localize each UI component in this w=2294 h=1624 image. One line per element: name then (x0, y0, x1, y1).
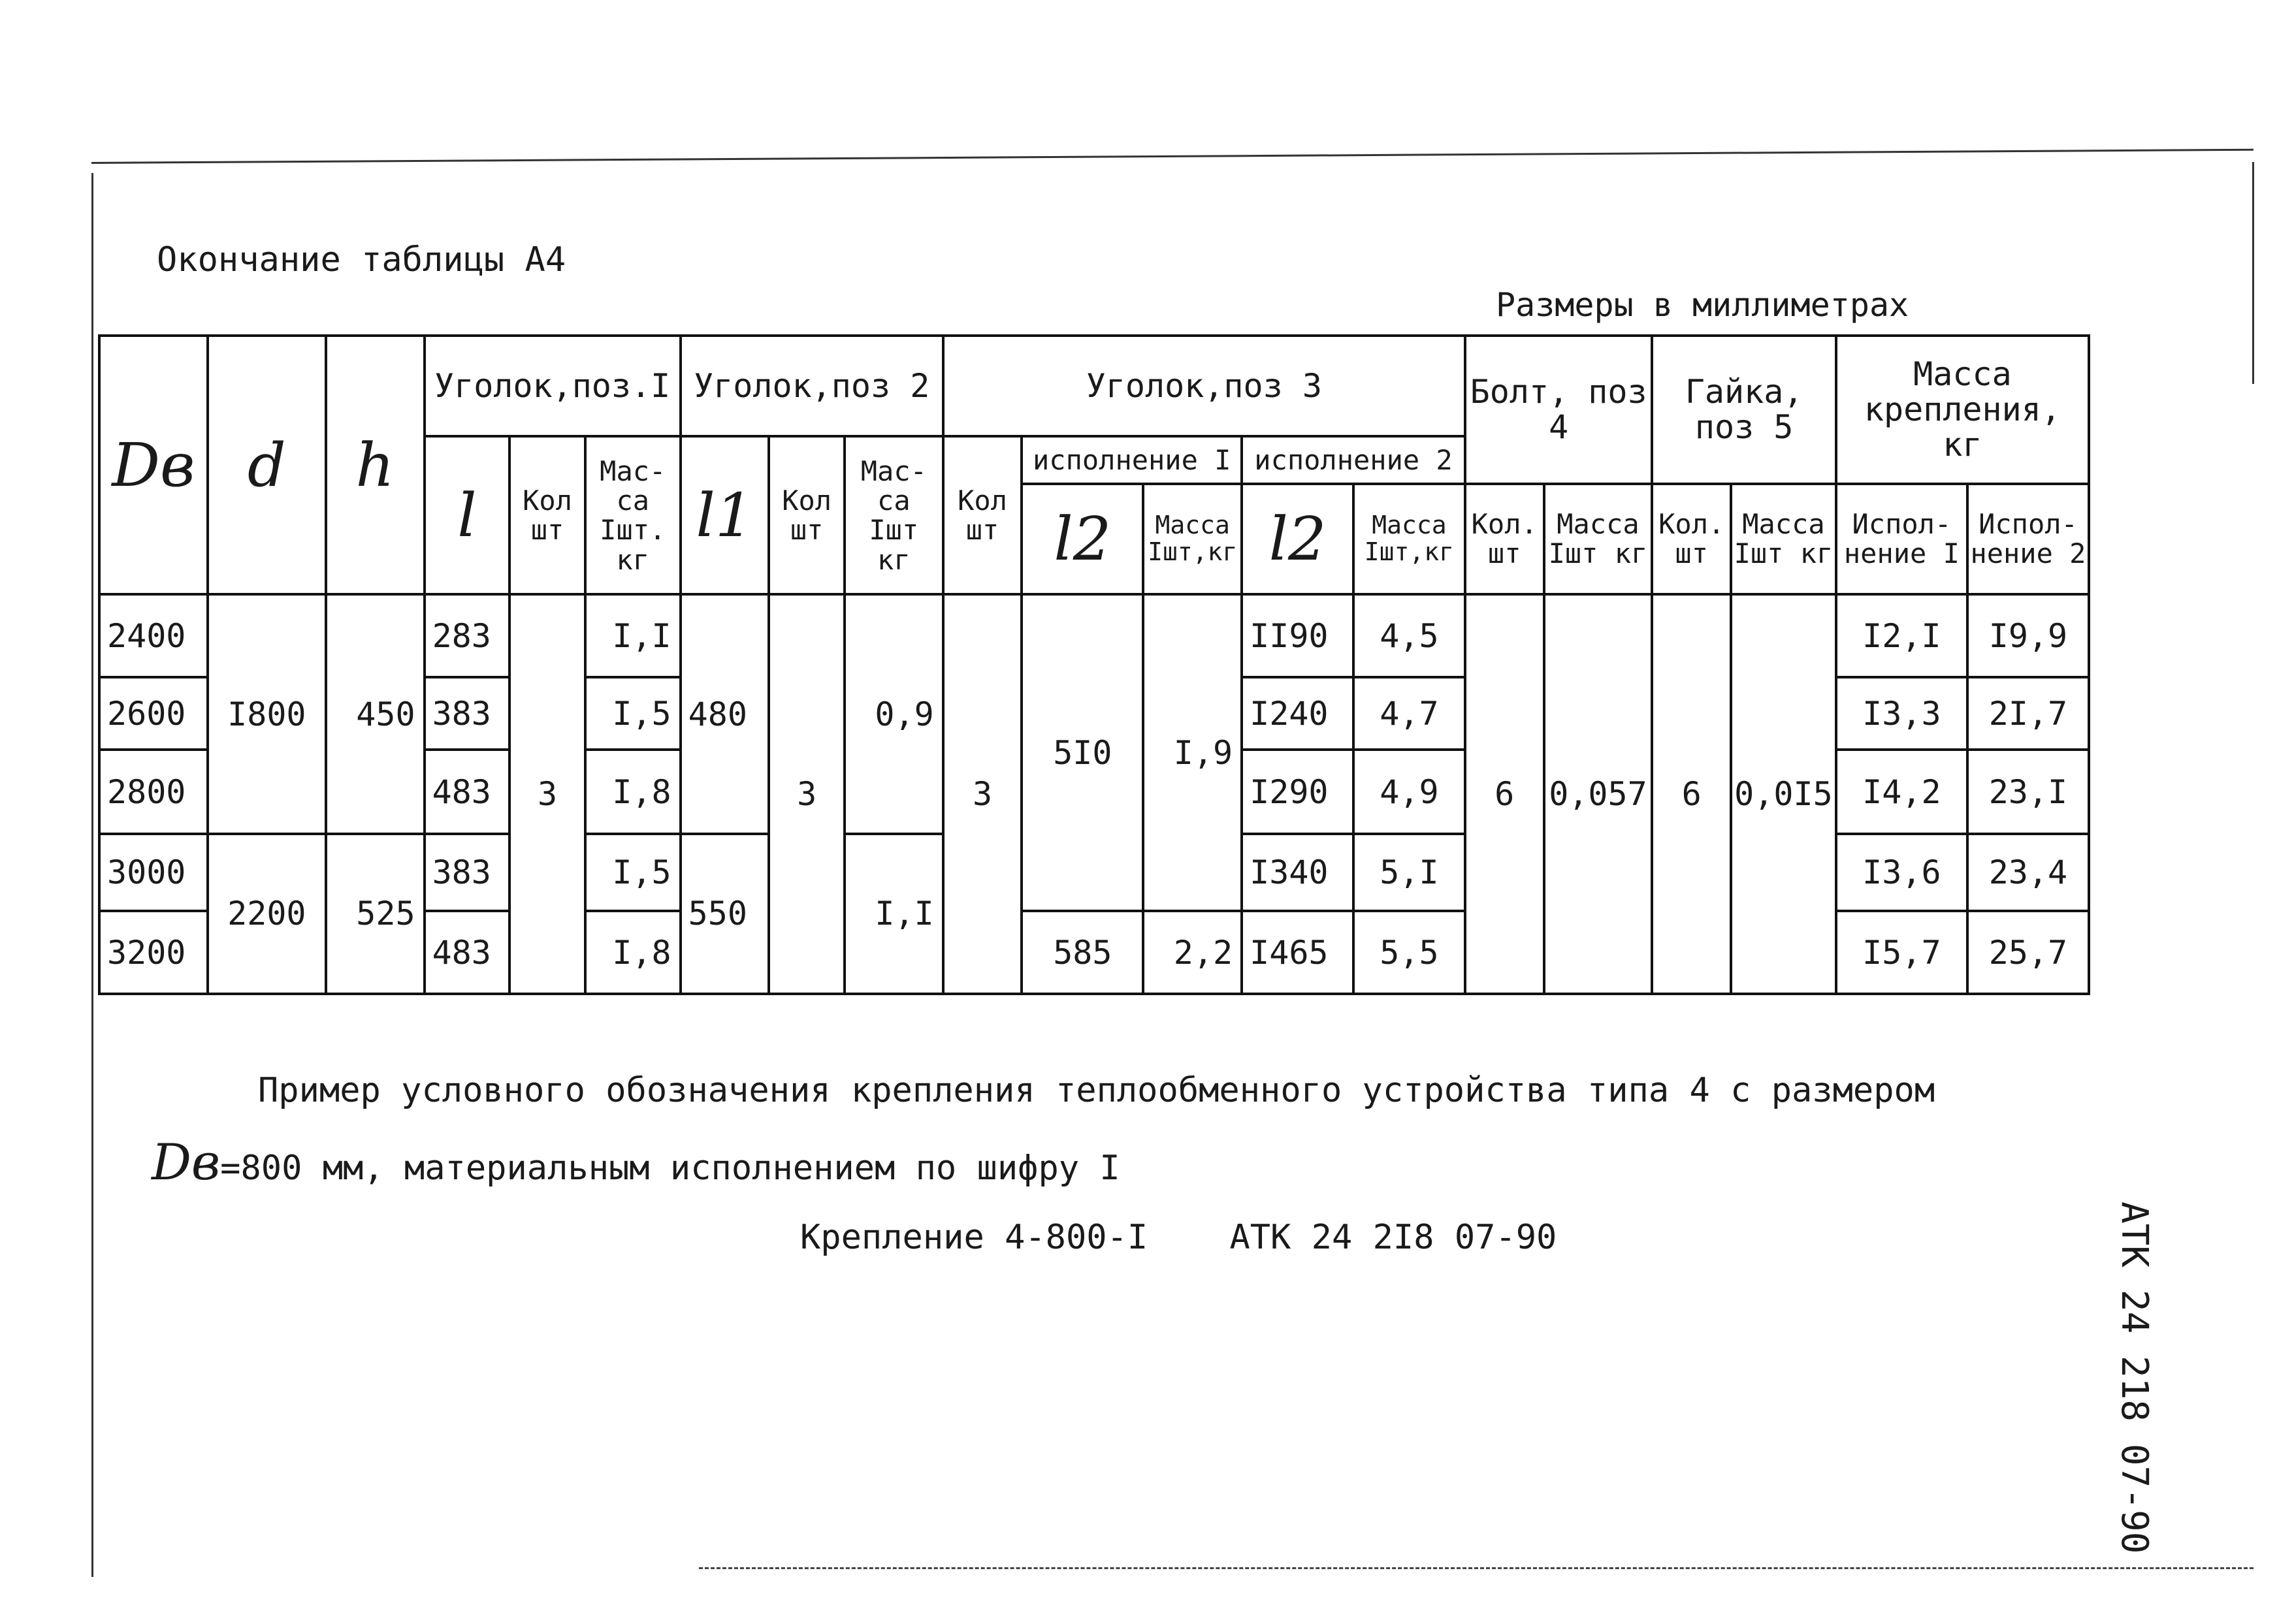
cell-mass-exec2: 4,5 (1353, 594, 1465, 677)
col-header-qty-2: Кол шт (769, 436, 845, 594)
group-header-angle-2: Уголок,поз 2 (681, 336, 943, 436)
cell-h: 525 (326, 834, 425, 994)
cell-d: I800 (208, 594, 326, 834)
cell-mass-exec1: I,9 (1143, 594, 1242, 911)
cell-mass-2: 0,9 (845, 594, 943, 834)
cell-bolt-qty: 6 (1465, 594, 1544, 994)
col-header-qty-3: Кол шт (943, 436, 1022, 594)
example-caption-line-2 (152, 1133, 1120, 1191)
cell-l2-exec2: I240 (1242, 677, 1353, 750)
cell-l2-exec2: I340 (1242, 834, 1353, 911)
frame-left-line (91, 173, 93, 1577)
col-header-d: d (208, 336, 326, 594)
cell-l2-exec1: 585 (1022, 911, 1143, 994)
cell-l: 383 (425, 677, 510, 750)
col-header-qty-1: Кол шт (509, 436, 585, 594)
cell-mass-ispol-1: I3,6 (1836, 834, 1967, 911)
cell-mass-exec2: 5,5 (1353, 911, 1465, 994)
group-header-fastening-mass: Масса крепления, кг (1836, 336, 2089, 484)
group-header-angle-1: Уголок,поз.I (425, 336, 681, 436)
cell-d: 2200 (208, 834, 326, 994)
col-header-dv: Dв (99, 336, 208, 594)
cell-mass-exec2: 4,9 (1353, 750, 1465, 834)
group-header-angle-3: Уголок,поз 3 (943, 336, 1465, 436)
cell-l2-exec2: I290 (1242, 750, 1353, 834)
cell-mass-ispol-2: I9,9 (1967, 594, 2089, 677)
cell-l2-exec1: 5I0 (1022, 594, 1143, 911)
designation-example: Крепление 4-800-I АТК 24 2I8 07-90 (800, 1218, 1557, 1257)
cell-l: 283 (425, 594, 510, 677)
cell-qty-2: 3 (769, 594, 845, 994)
cell-mass-1: I,8 (585, 750, 681, 834)
cell-mass-1: I,I (585, 594, 681, 677)
cell-mass-ispol-2: 2I,7 (1967, 677, 2089, 750)
example-caption-text: =800 мм, материальным исполнением по шифру I (220, 1149, 1120, 1188)
col-header-nut-qty: Кол. шт (1652, 484, 1731, 595)
col-header-mass-ispol-2: Испол-нение 2 (1967, 484, 2089, 595)
cell-mass-exec2: 5,I (1353, 834, 1465, 911)
cell-mass-ispol-2: 23,I (1967, 750, 2089, 834)
col-header-l1: l1 (681, 436, 769, 594)
cell-l1: 480 (681, 594, 769, 834)
cell-nut-qty: 6 (1652, 594, 1731, 994)
document-code-vertical: АТК 24 218 07-90 (2113, 1202, 2156, 1554)
group-header-bolt: Болт, поз 4 (1465, 336, 1653, 484)
col-header-mass-ispol-1: Испол-нение I (1836, 484, 1967, 595)
cell-l1: 550 (681, 834, 769, 994)
cell-qty-1: 3 (509, 594, 585, 994)
cell-l2-exec2: II90 (1242, 594, 1353, 677)
group-header-nut: Гайка, поз 5 (1652, 336, 1835, 484)
cell-mass-ispol-1: I4,2 (1836, 750, 1967, 834)
frame-top-line (91, 149, 2254, 164)
col-header-bolt-mass: Масса Iшт кг (1544, 484, 1653, 595)
cell-bolt-mass: 0,057 (1544, 594, 1653, 994)
cell-dv: 2400 (99, 594, 208, 677)
cell-mass-1: I,5 (585, 677, 681, 750)
col-header-l2-exec2: l2 (1242, 484, 1353, 595)
col-header-nut-mass: Масса Iшт кг (1731, 484, 1836, 595)
cell-qty-3: 3 (943, 594, 1022, 994)
cell-mass-ispol-1: I5,7 (1836, 911, 1967, 994)
cell-mass-exec2: 4,7 (1353, 677, 1465, 750)
col-header-mass-1: Мас-са Iшт. кг (585, 436, 681, 594)
col-header-mass-exec2: Масса Iшт,кг (1353, 484, 1465, 595)
cell-l2-exec2: I465 (1242, 911, 1353, 994)
cell-nut-mass: 0,0I5 (1731, 594, 1836, 994)
cell-l: 383 (425, 834, 510, 911)
cell-mass-ispol-1: I2,I (1836, 594, 1967, 677)
spec-table (98, 334, 2090, 995)
col-header-bolt-qty: Кол. шт (1465, 484, 1544, 595)
cell-h: 450 (326, 594, 425, 834)
frame-right-line (2252, 162, 2254, 384)
units-note: Размеры в миллиметрах (1496, 286, 1909, 324)
dv-symbol: Dв (152, 1133, 221, 1191)
example-caption-line-1: Пример условного обозначения крепления теплообменного устройства типа 4 с размером (258, 1071, 1935, 1110)
cell-dv: 2800 (99, 750, 208, 834)
cell-mass-ispol-2: 23,4 (1967, 834, 2089, 911)
cell-l: 483 (425, 750, 510, 834)
col-header-l2-exec1: l2 (1022, 484, 1143, 595)
col-header-mass-exec1: Масса Iшт,кг (1143, 484, 1242, 595)
cell-dv: 2600 (99, 677, 208, 750)
subgroup-header-execution-2: исполнение 2 (1242, 436, 1465, 483)
table-continuation-heading: Окончание таблицы А4 (157, 240, 566, 279)
col-header-h: h (326, 336, 425, 594)
col-header-l: l (425, 436, 510, 594)
cell-l: 483 (425, 911, 510, 994)
cell-mass-ispol-2: 25,7 (1967, 911, 2089, 994)
bottom-dashed-line (699, 1567, 2254, 1569)
cell-mass-1: I,5 (585, 834, 681, 911)
cell-mass-2: I,I (845, 834, 943, 994)
cell-mass-1: I,8 (585, 911, 681, 994)
col-header-mass-2: Мас-са Iшт кг (845, 436, 943, 594)
cell-mass-exec1: 2,2 (1143, 911, 1242, 994)
cell-mass-ispol-1: I3,3 (1836, 677, 1967, 750)
cell-dv: 3200 (99, 911, 208, 994)
cell-dv: 3000 (99, 834, 208, 911)
subgroup-header-execution-1: исполнение I (1022, 436, 1242, 483)
